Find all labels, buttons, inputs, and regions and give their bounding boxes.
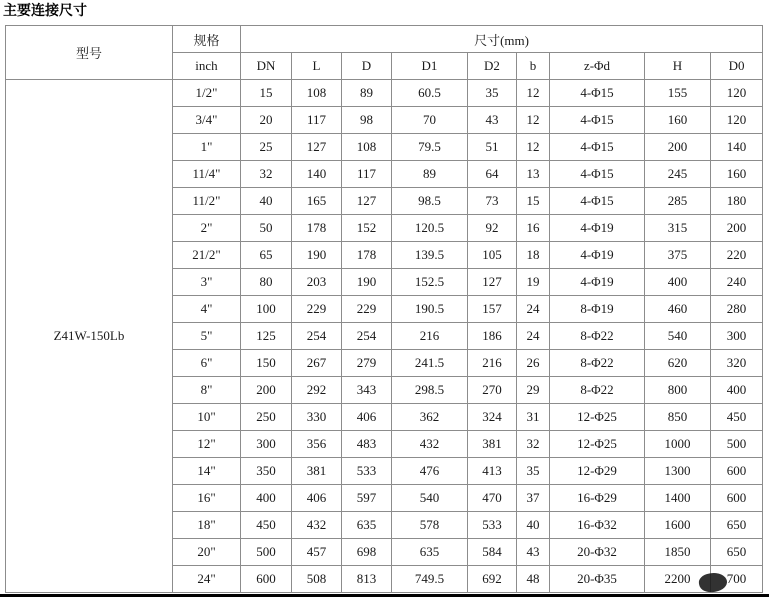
col-header-spec: 规格 [173, 26, 241, 53]
col-header-l: L [292, 53, 342, 80]
cell-d1: 152.5 [392, 269, 468, 296]
cell-d2: 381 [468, 431, 517, 458]
cell-d: 698 [342, 539, 392, 566]
cell-d0: 650 [711, 512, 763, 539]
cell-h: 460 [645, 296, 711, 323]
cell-inch: 12" [173, 431, 241, 458]
col-header-h: H [645, 53, 711, 80]
cell-l: 330 [292, 404, 342, 431]
cell-l: 254 [292, 323, 342, 350]
cell-h: 1000 [645, 431, 711, 458]
cell-d1: 635 [392, 539, 468, 566]
col-header-d: D [342, 53, 392, 80]
cell-z-φd: 4-Φ15 [550, 161, 645, 188]
cell-d: 190 [342, 269, 392, 296]
cell-l: 292 [292, 377, 342, 404]
cell-d1: 578 [392, 512, 468, 539]
cell-d0: 120 [711, 107, 763, 134]
cell-b: 31 [517, 404, 550, 431]
cell-z-φd: 8-Φ22 [550, 350, 645, 377]
cell-h: 285 [645, 188, 711, 215]
cell-d: 152 [342, 215, 392, 242]
cell-h: 1300 [645, 458, 711, 485]
col-header-model: 型号 [6, 26, 173, 80]
col-header-z-φd: z-Φd [550, 53, 645, 80]
cell-dn: 150 [241, 350, 292, 377]
cell-b: 43 [517, 539, 550, 566]
cell-d2: 35 [468, 80, 517, 107]
cell-d2: 157 [468, 296, 517, 323]
cell-b: 18 [517, 242, 550, 269]
cell-l: 165 [292, 188, 342, 215]
cell-l: 190 [292, 242, 342, 269]
cell-l: 406 [292, 485, 342, 512]
cell-h: 850 [645, 404, 711, 431]
cell-inch: 3/4" [173, 107, 241, 134]
table-header [6, 26, 763, 80]
cell-d0: 300 [711, 323, 763, 350]
cell-dn: 15 [241, 80, 292, 107]
cell-dn: 40 [241, 188, 292, 215]
cell-z-φd: 4-Φ15 [550, 80, 645, 107]
cell-d1: 139.5 [392, 242, 468, 269]
cell-l: 381 [292, 458, 342, 485]
cell-d: 229 [342, 296, 392, 323]
cell-z-φd: 12-Φ29 [550, 458, 645, 485]
cell-d1: 60.5 [392, 80, 468, 107]
cell-d0: 120 [711, 80, 763, 107]
cell-d2: 127 [468, 269, 517, 296]
cell-h: 800 [645, 377, 711, 404]
cell-d1: 79.5 [392, 134, 468, 161]
cell-d2: 43 [468, 107, 517, 134]
cell-z-φd: 4-Φ19 [550, 215, 645, 242]
cell-z-φd: 4-Φ15 [550, 188, 645, 215]
cell-d0: 240 [711, 269, 763, 296]
cell-dn: 125 [241, 323, 292, 350]
cell-dn: 100 [241, 296, 292, 323]
cell-dn: 300 [241, 431, 292, 458]
cell-dn: 450 [241, 512, 292, 539]
cell-d0: 650 [711, 539, 763, 566]
cell-d: 279 [342, 350, 392, 377]
cell-z-φd: 16-Φ29 [550, 485, 645, 512]
cell-d1: 190.5 [392, 296, 468, 323]
cell-inch: 5" [173, 323, 241, 350]
cell-d2: 692 [468, 566, 517, 593]
col-header-d1: D1 [392, 53, 468, 80]
cell-d: 483 [342, 431, 392, 458]
cell-d0: 500 [711, 431, 763, 458]
cell-z-φd: 12-Φ25 [550, 404, 645, 431]
cell-d0: 180 [711, 188, 763, 215]
cell-dn: 500 [241, 539, 292, 566]
cell-b: 24 [517, 296, 550, 323]
cell-h: 155 [645, 80, 711, 107]
connection-dimensions-table [5, 25, 763, 593]
table-body [6, 80, 763, 593]
cell-d0: 450 [711, 404, 763, 431]
cell-d1: 298.5 [392, 377, 468, 404]
cell-inch: 3" [173, 269, 241, 296]
cell-z-φd: 16-Φ32 [550, 512, 645, 539]
cell-d2: 216 [468, 350, 517, 377]
cell-z-φd: 12-Φ25 [550, 431, 645, 458]
cell-b: 35 [517, 458, 550, 485]
cell-d1: 749.5 [392, 566, 468, 593]
cell-inch: 24" [173, 566, 241, 593]
cell-d0: 700 [711, 566, 763, 593]
cell-inch: 14" [173, 458, 241, 485]
cell-inch: 2" [173, 215, 241, 242]
cell-d0: 200 [711, 215, 763, 242]
cell-h: 620 [645, 350, 711, 377]
cell-inch: 20" [173, 539, 241, 566]
table-row [6, 80, 763, 107]
col-header-d2: D2 [468, 53, 517, 80]
cell-d1: 241.5 [392, 350, 468, 377]
cell-d0: 140 [711, 134, 763, 161]
cell-dn: 600 [241, 566, 292, 593]
cell-inch: 11/4" [173, 161, 241, 188]
cell-d2: 51 [468, 134, 517, 161]
cell-z-φd: 8-Φ22 [550, 323, 645, 350]
page-title: 主要连接尺寸 [3, 3, 87, 19]
cell-d: 635 [342, 512, 392, 539]
cell-d2: 73 [468, 188, 517, 215]
cell-b: 26 [517, 350, 550, 377]
cell-dn: 200 [241, 377, 292, 404]
cell-d1: 540 [392, 485, 468, 512]
cell-inch: 21/2" [173, 242, 241, 269]
cell-b: 48 [517, 566, 550, 593]
cell-l: 108 [292, 80, 342, 107]
cell-d: 98 [342, 107, 392, 134]
cell-l: 267 [292, 350, 342, 377]
cell-d2: 413 [468, 458, 517, 485]
col-header-b: b [517, 53, 550, 80]
cell-z-φd: 4-Φ19 [550, 269, 645, 296]
cell-dn: 50 [241, 215, 292, 242]
cell-l: 140 [292, 161, 342, 188]
cell-inch: 4" [173, 296, 241, 323]
cell-h: 1600 [645, 512, 711, 539]
cell-d: 533 [342, 458, 392, 485]
cell-b: 29 [517, 377, 550, 404]
cell-d0: 220 [711, 242, 763, 269]
col-header-size-mm: 尺寸(mm) [241, 26, 763, 53]
cell-z-φd: 4-Φ19 [550, 242, 645, 269]
cell-d1: 476 [392, 458, 468, 485]
cell-d1: 70 [392, 107, 468, 134]
cell-inch: 1" [173, 134, 241, 161]
cell-h: 200 [645, 134, 711, 161]
cell-l: 127 [292, 134, 342, 161]
col-header-inch: inch [173, 53, 241, 80]
cell-z-φd: 8-Φ22 [550, 377, 645, 404]
cell-dn: 250 [241, 404, 292, 431]
cell-h: 400 [645, 269, 711, 296]
cell-z-φd: 4-Φ15 [550, 134, 645, 161]
cell-d1: 89 [392, 161, 468, 188]
cell-dn: 20 [241, 107, 292, 134]
cell-d1: 432 [392, 431, 468, 458]
cell-inch: 6" [173, 350, 241, 377]
cell-h: 375 [645, 242, 711, 269]
cell-h: 315 [645, 215, 711, 242]
cell-b: 12 [517, 107, 550, 134]
cell-d2: 92 [468, 215, 517, 242]
cell-l: 432 [292, 512, 342, 539]
header-row-1 [6, 26, 763, 53]
cell-l: 508 [292, 566, 342, 593]
cell-dn: 350 [241, 458, 292, 485]
cell-d0: 600 [711, 458, 763, 485]
cell-d: 343 [342, 377, 392, 404]
cell-d1: 216 [392, 323, 468, 350]
cell-h: 160 [645, 107, 711, 134]
col-header-dn: DN [241, 53, 292, 80]
cell-d2: 584 [468, 539, 517, 566]
cell-d1: 362 [392, 404, 468, 431]
cell-z-φd: 4-Φ15 [550, 107, 645, 134]
cell-d2: 324 [468, 404, 517, 431]
cell-d: 254 [342, 323, 392, 350]
cell-d2: 186 [468, 323, 517, 350]
cell-d: 108 [342, 134, 392, 161]
cell-l: 457 [292, 539, 342, 566]
cell-l: 203 [292, 269, 342, 296]
cell-h: 540 [645, 323, 711, 350]
cell-dn: 80 [241, 269, 292, 296]
cell-d0: 320 [711, 350, 763, 377]
cell-dn: 65 [241, 242, 292, 269]
cell-d2: 64 [468, 161, 517, 188]
cell-l: 356 [292, 431, 342, 458]
cell-inch: 8" [173, 377, 241, 404]
cell-d0: 160 [711, 161, 763, 188]
cell-d: 117 [342, 161, 392, 188]
cell-b: 32 [517, 431, 550, 458]
cell-h: 1850 [645, 539, 711, 566]
col-header-d0: D0 [711, 53, 763, 80]
cell-d: 813 [342, 566, 392, 593]
cell-d0: 600 [711, 485, 763, 512]
model-value-cell: Z41W-150Lb [6, 80, 173, 593]
cell-b: 12 [517, 80, 550, 107]
cell-d: 597 [342, 485, 392, 512]
cell-d1: 98.5 [392, 188, 468, 215]
cell-b: 40 [517, 512, 550, 539]
cell-b: 13 [517, 161, 550, 188]
cell-b: 37 [517, 485, 550, 512]
cell-z-φd: 8-Φ19 [550, 296, 645, 323]
cell-b: 16 [517, 215, 550, 242]
cell-z-φd: 20-Φ32 [550, 539, 645, 566]
cell-inch: 11/2" [173, 188, 241, 215]
cell-dn: 25 [241, 134, 292, 161]
cell-d2: 270 [468, 377, 517, 404]
cell-l: 117 [292, 107, 342, 134]
cell-h: 1400 [645, 485, 711, 512]
cell-d0: 400 [711, 377, 763, 404]
cell-d2: 105 [468, 242, 517, 269]
cell-d1: 120.5 [392, 215, 468, 242]
cell-h: 2200 [645, 566, 711, 593]
cell-b: 24 [517, 323, 550, 350]
cell-d: 127 [342, 188, 392, 215]
cell-b: 12 [517, 134, 550, 161]
cell-dn: 400 [241, 485, 292, 512]
cell-l: 178 [292, 215, 342, 242]
cell-inch: 18" [173, 512, 241, 539]
cell-d: 178 [342, 242, 392, 269]
cell-d0: 280 [711, 296, 763, 323]
cell-b: 15 [517, 188, 550, 215]
cell-inch: 10" [173, 404, 241, 431]
cell-z-φd: 20-Φ35 [550, 566, 645, 593]
cell-d2: 533 [468, 512, 517, 539]
cell-d: 89 [342, 80, 392, 107]
cell-inch: 1/2" [173, 80, 241, 107]
cell-inch: 16" [173, 485, 241, 512]
cell-d2: 470 [468, 485, 517, 512]
cell-dn: 32 [241, 161, 292, 188]
cell-b: 19 [517, 269, 550, 296]
cell-l: 229 [292, 296, 342, 323]
cell-d: 406 [342, 404, 392, 431]
cell-h: 245 [645, 161, 711, 188]
